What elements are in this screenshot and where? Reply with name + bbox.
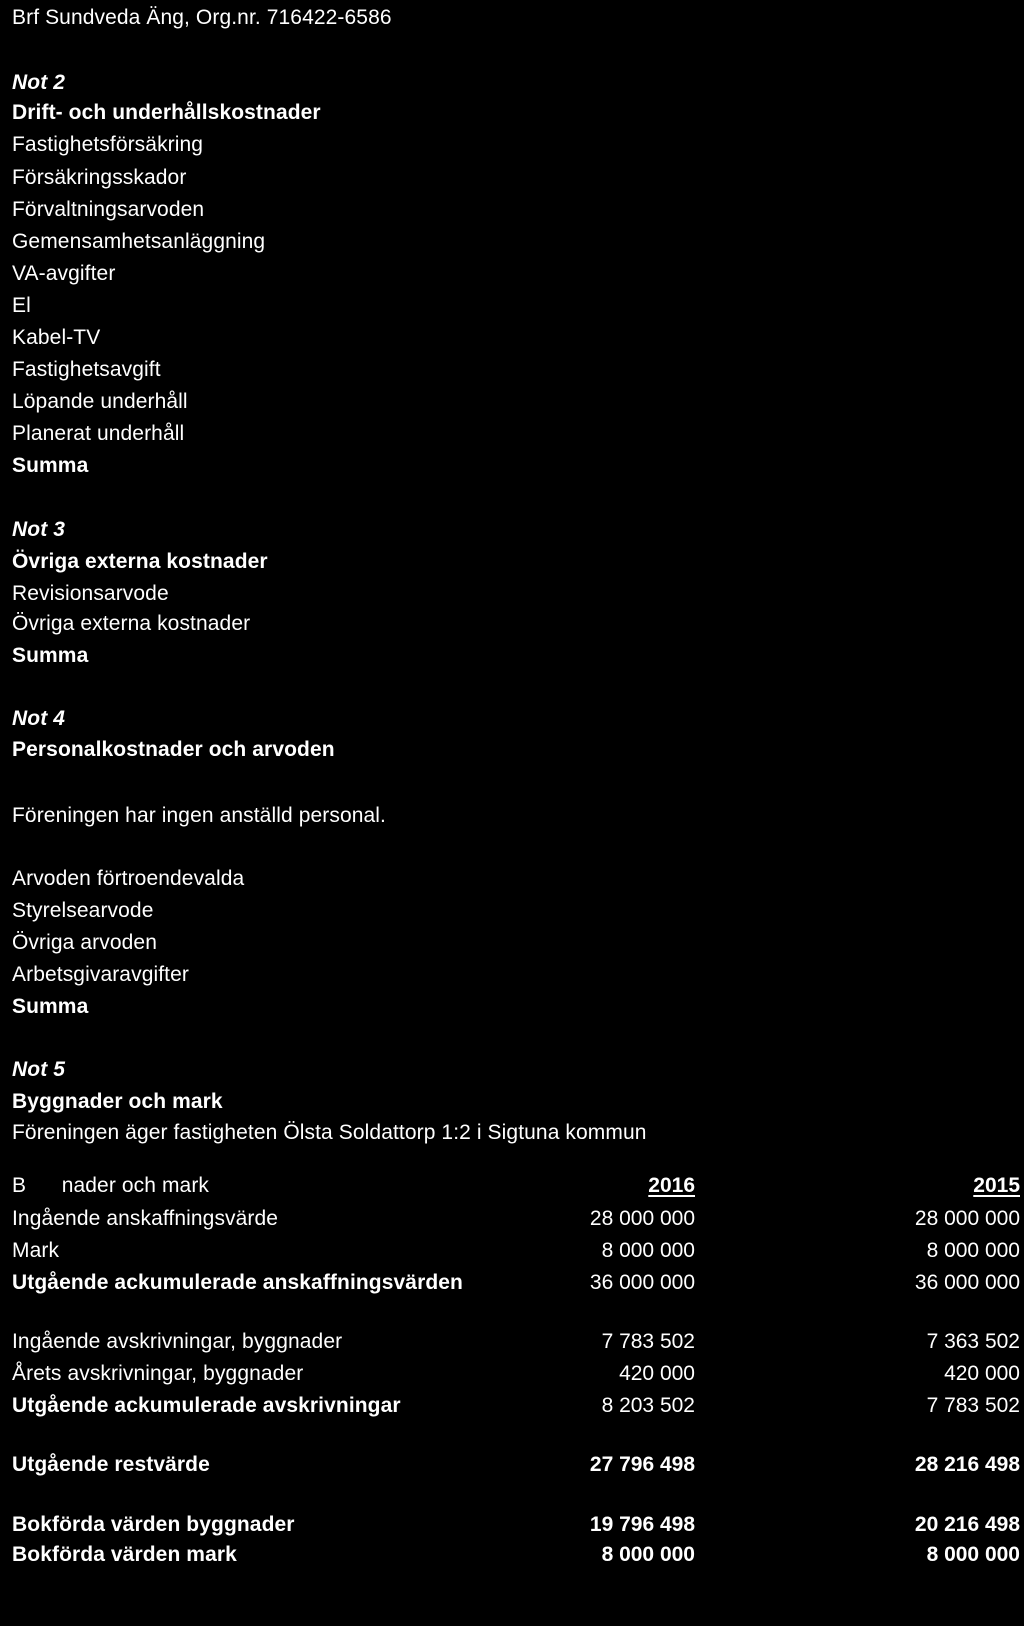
column-header-2015: 2015 bbox=[973, 1174, 1020, 1197]
table-cell-2015: 7 783 502 bbox=[926, 1394, 1020, 1417]
note-2-item: Förvaltningsarvoden bbox=[12, 198, 205, 221]
table-row-label: Mark bbox=[12, 1239, 60, 1262]
table-row-label: Bokförda värden byggnader bbox=[12, 1513, 295, 1536]
note-2-item: Fastighetsförsäkring bbox=[12, 133, 204, 156]
table-row-label: Utgående ackumulerade avskrivningar bbox=[12, 1394, 401, 1417]
note-2-item: VA-avgifter bbox=[12, 262, 116, 285]
table-cell-2016: 19 796 498 bbox=[589, 1513, 695, 1536]
note-2-item: Kabel-TV bbox=[12, 326, 101, 349]
table-cell-2016: 7 783 502 bbox=[601, 1330, 695, 1353]
table-cell-2016: 8 000 000 bbox=[601, 1239, 695, 1262]
note-4-total: Summa bbox=[12, 995, 89, 1018]
note-3-item: Övriga externa kostnader bbox=[12, 612, 251, 635]
table-cell-2016: 27 796 498 bbox=[589, 1453, 695, 1476]
note-4-label: Not 4 bbox=[12, 707, 65, 730]
note-4-item: Styrelsearvode bbox=[12, 899, 154, 922]
table-cell-2015: 28 000 000 bbox=[914, 1207, 1020, 1230]
note-2-item: Försäkringsskador bbox=[12, 166, 187, 189]
table-cell-2015: 7 363 502 bbox=[926, 1330, 1020, 1353]
table-cell-2016: 8 000 000 bbox=[601, 1543, 695, 1566]
note-4-item: Arbetsgivaravgifter bbox=[12, 963, 189, 986]
note-3-label: Not 3 bbox=[12, 518, 65, 541]
note-3-item: Revisionsarvode bbox=[12, 582, 169, 605]
table-cell-2015: 28 216 498 bbox=[914, 1453, 1020, 1476]
note-2-title: Drift- och underhållskostnader bbox=[12, 101, 321, 124]
column-header-2016: 2016 bbox=[648, 1174, 695, 1197]
table-cell-2016: 36 000 000 bbox=[589, 1271, 695, 1294]
table-row-label: Utgående ackumulerade anskaffningsvärden bbox=[12, 1271, 463, 1294]
note-5-label: Not 5 bbox=[12, 1058, 65, 1081]
note-2-item: El bbox=[12, 294, 31, 317]
table-row-label: Bokförda värden mark bbox=[12, 1543, 237, 1566]
table-cell-2016: 420 000 bbox=[619, 1362, 695, 1385]
note-2-label: Not 2 bbox=[12, 71, 65, 94]
table-cell-2016: 28 000 000 bbox=[589, 1207, 695, 1230]
note-2-item: Planerat underhåll bbox=[12, 422, 185, 445]
table-cell-2015: 20 216 498 bbox=[914, 1513, 1020, 1536]
note-5-statement: Föreningen äger fastigheten Ölsta Soldattorp 1:2 i Sigtuna kommun bbox=[12, 1121, 647, 1144]
org-header: Brf Sundveda Äng, Org.nr. 716422-6586 bbox=[12, 6, 392, 29]
table-cell-2015: 36 000 000 bbox=[914, 1271, 1020, 1294]
table-row-label: Ingående avskrivningar, byggnader bbox=[12, 1330, 343, 1353]
table-row-label: Utgående restvärde bbox=[12, 1453, 210, 1476]
note-4-statement: Föreningen har ingen anställd personal. bbox=[12, 804, 386, 827]
table-cell-2015: 420 000 bbox=[944, 1362, 1020, 1385]
note-4-item: Övriga arvoden bbox=[12, 931, 157, 954]
table-row-label: Årets avskrivningar, byggnader bbox=[12, 1362, 304, 1385]
table-cell-2016: 8 203 502 bbox=[601, 1394, 695, 1417]
note-2-item: Fastighetsavgift bbox=[12, 358, 161, 381]
note-2-item: Gemensamhetsanläggning bbox=[12, 230, 266, 253]
note-3-title: Övriga externa kostnader bbox=[12, 550, 268, 573]
note-3-total: Summa bbox=[12, 644, 89, 667]
note-4-subheading: Arvoden förtroendevalda bbox=[12, 867, 245, 890]
note-2-item: Löpande underhåll bbox=[12, 390, 188, 413]
table-row-label: Ingående anskaffningsvärde bbox=[12, 1207, 279, 1230]
note-4-title: Personalkostnader och arvoden bbox=[12, 738, 335, 761]
note-2-total: Summa bbox=[12, 454, 89, 477]
table-cell-2015: 8 000 000 bbox=[926, 1239, 1020, 1262]
table-title: B nader och mark bbox=[12, 1174, 210, 1197]
table-cell-2015: 8 000 000 bbox=[926, 1543, 1020, 1566]
note-5-title: Byggnader och mark bbox=[12, 1090, 223, 1113]
